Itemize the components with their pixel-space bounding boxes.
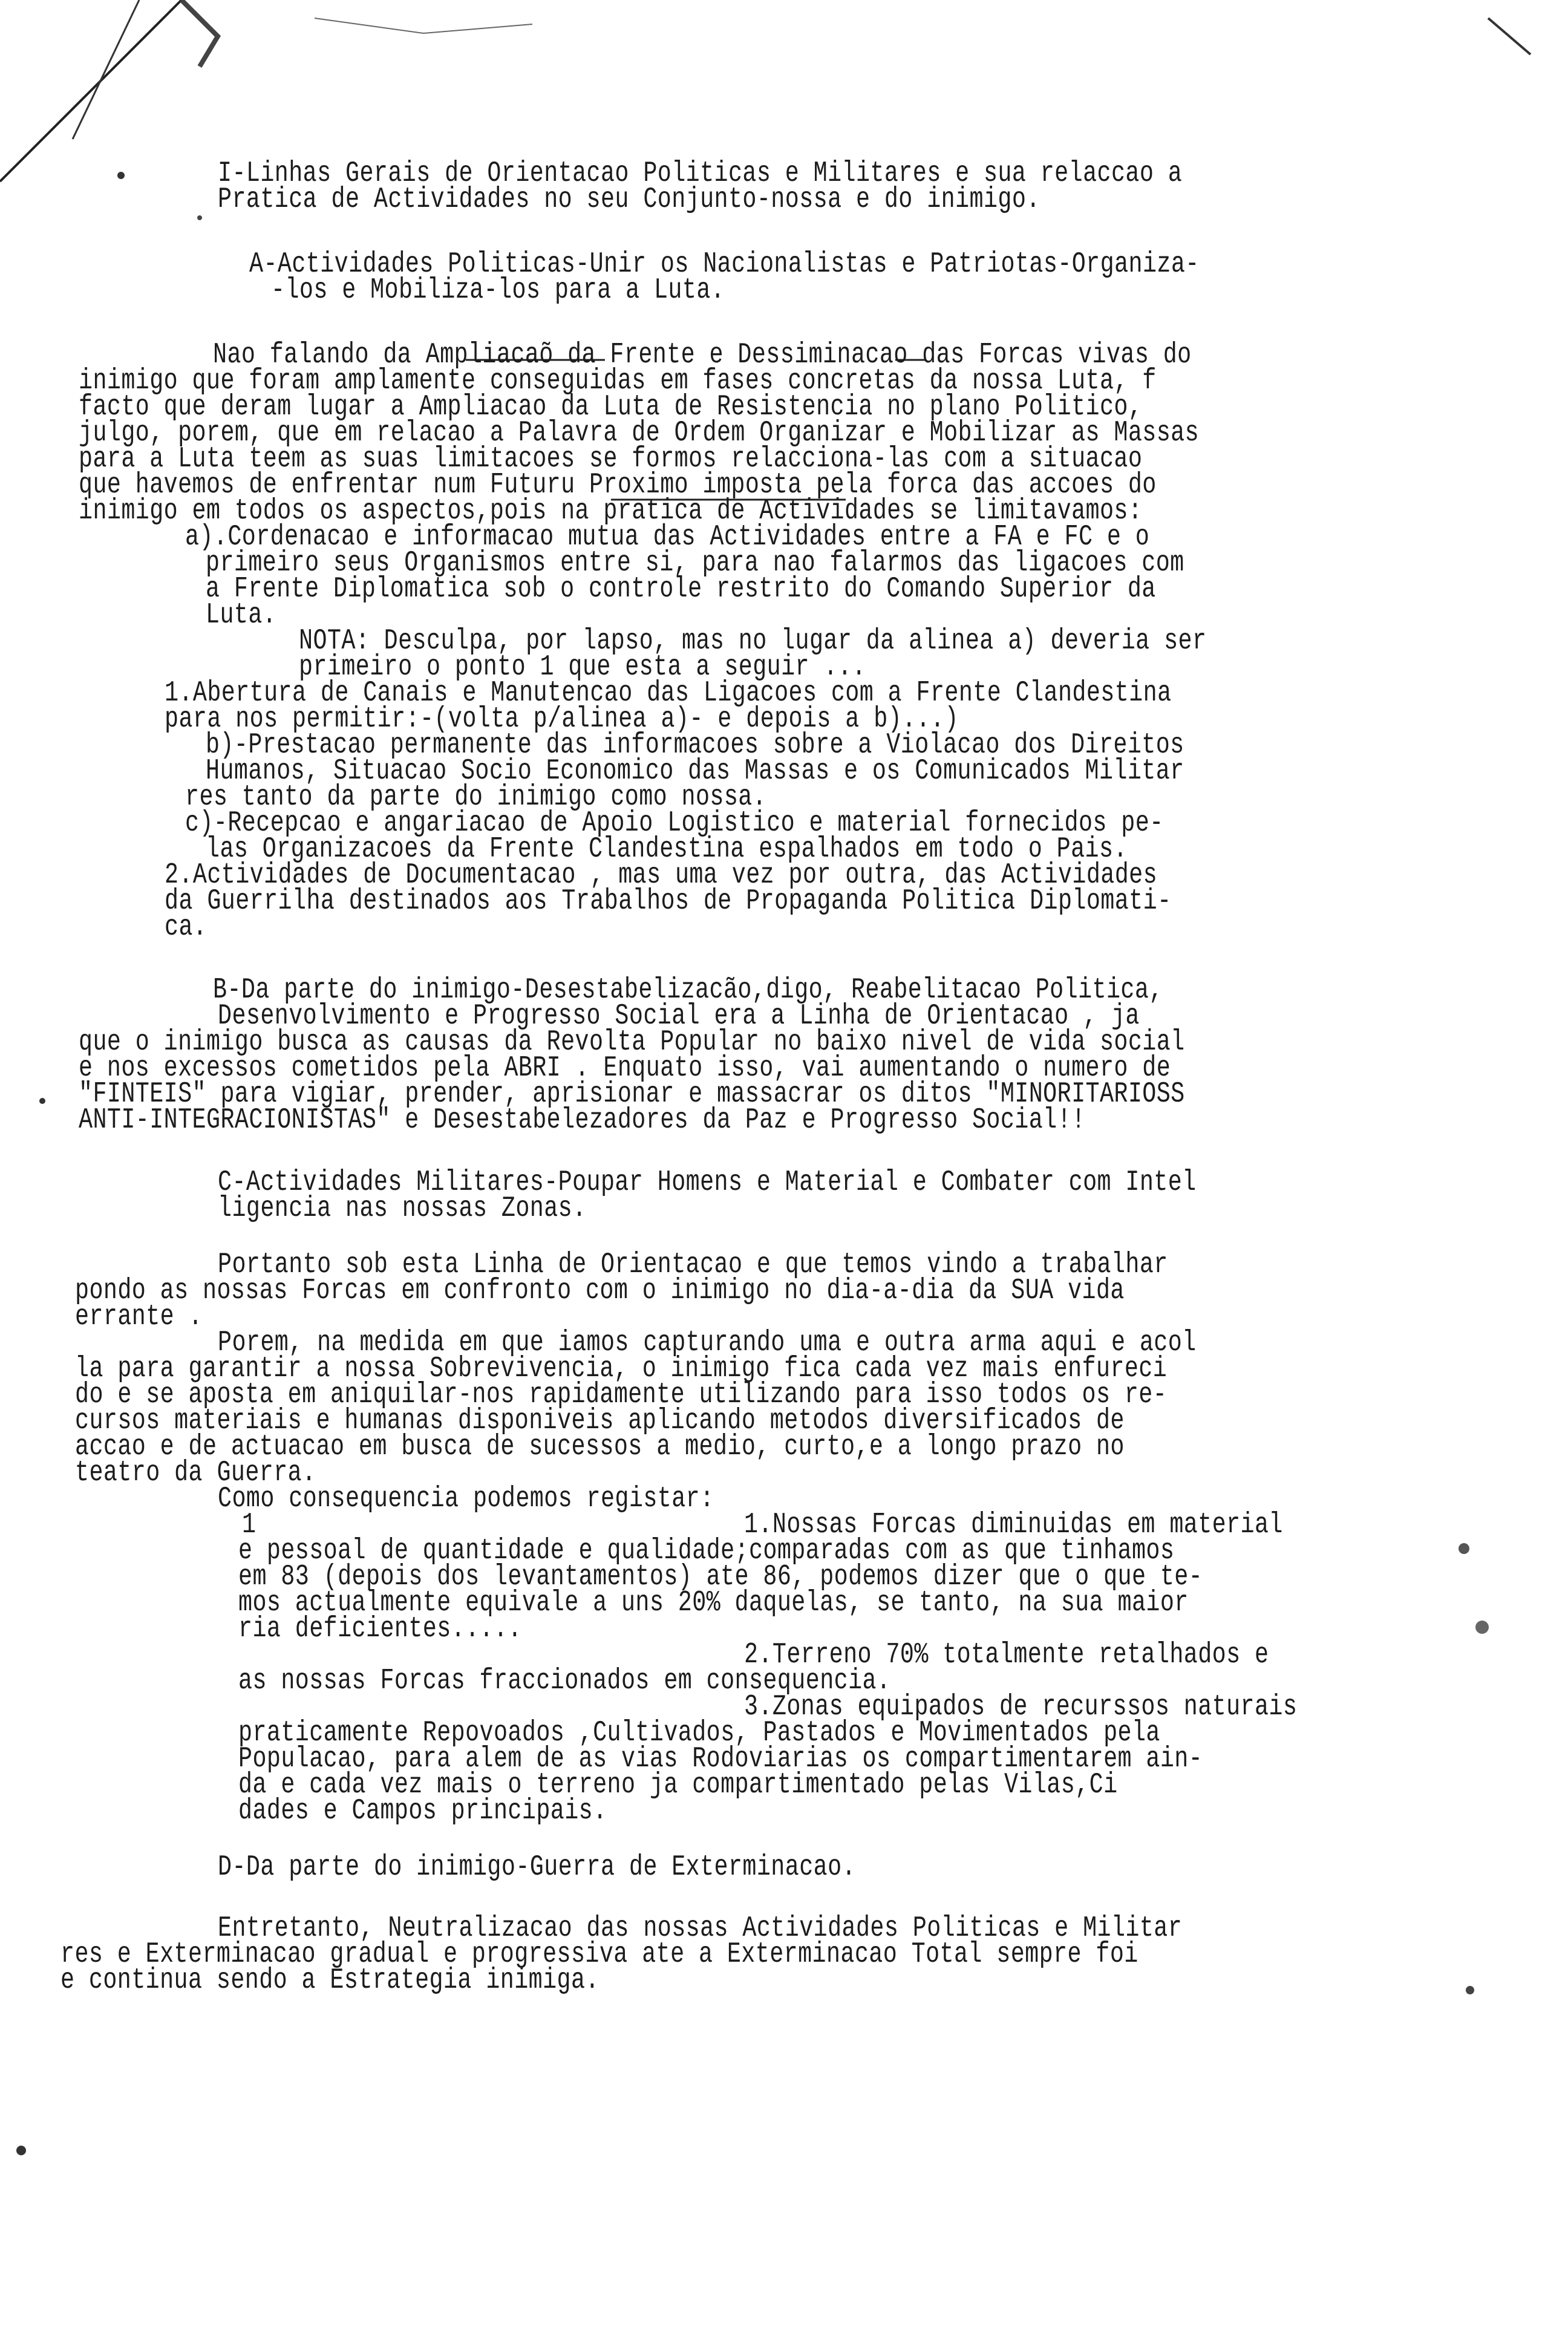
paragraph-line: Porem, na medida em que iamos capturando uma e outra arma aqui e acol bbox=[218, 1327, 1197, 1359]
paragraph-line: accao e de actuacao em busca de sucessos a medio, curto,e a longo prazo no bbox=[75, 1431, 1125, 1463]
section-a-title: -los e Mobiliza-los para a Luta. bbox=[271, 274, 725, 307]
section-b-line: B-Da parte do inimigo-Desestabelizacão,digo, Reabelitacao Politica, bbox=[213, 974, 1163, 1007]
section-d-title: D-Da parte do inimigo-Guerra de Exterminacao. bbox=[218, 1851, 856, 1884]
consequence-item-2: as nossas Forcas fraccionados em consequencia. bbox=[238, 1665, 891, 1697]
consequence-item-1: ria deficientes..... bbox=[238, 1613, 522, 1645]
margin-mark: 1 bbox=[242, 1509, 256, 1541]
consequence-item-3: dades e Campos principais. bbox=[238, 1795, 607, 1827]
list-item-2: da Guerrilha destinados aos Trabalhos de Propaganda Politica Diplomati- bbox=[165, 885, 1172, 918]
note-line: NOTA: Desculpa, por lapso, mas no lugar da alinea a) deveria ser bbox=[299, 625, 1207, 658]
consequence-item-3: Populacao, para alem de as vias Rodoviarias os compartimentarem ain- bbox=[238, 1743, 1203, 1775]
list-item-c: las Organizacoes da Frente Clandestina espalhados em todo o Pais. bbox=[206, 833, 1128, 866]
consequence-item-1: e pessoal de quantidade e qualidade;comparadas com as que tinhamos bbox=[238, 1535, 1175, 1567]
list-item-a: a Frente Diplomatica sob o controle restrito do Comando Superior da bbox=[206, 573, 1156, 606]
section-a-title: A-Actividades Politicas-Unir os Nacionalistas e Patriotas-Organiza- bbox=[249, 248, 1200, 281]
paragraph-line: que havemos de enfrentar num Futuru Proximo imposta pela forca das accoes do bbox=[79, 469, 1157, 501]
consequence-item-1: 1.Nossas Forcas diminuidas em material bbox=[744, 1509, 1283, 1541]
section-b-line: Desenvolvimento e Progresso Social era a Linha de Orientacao , ja bbox=[218, 1000, 1140, 1033]
paragraph-line: pondo as nossas Forcas em confronto com o inimigo no dia-a-dia da SUA vida bbox=[75, 1275, 1125, 1307]
consequence-item-3: da e cada vez mais o terreno ja compartimentado pelas Vilas,Ci bbox=[238, 1769, 1118, 1801]
paragraph-line: Portanto sob esta Linha de Orientacao e que temos vindo a trabalhar bbox=[218, 1249, 1168, 1281]
closing-line: Entretanto, Neutralizacao das nossas Actividades Politicas e Militar bbox=[218, 1912, 1183, 1945]
paragraph-line: facto que deram lugar a Ampliacao da Luta de Resistencia no plano Politico, bbox=[79, 391, 1143, 423]
paragraph-line: la para garantir a nossa Sobrevivencia, o inimigo fica cada vez mais enfureci bbox=[75, 1353, 1168, 1385]
list-item-b: Humanos, Situacao Socio Economico das Massas e os Comunicados Militar bbox=[206, 755, 1184, 788]
section-c-title: C-Actividades Militares-Poupar Homens e Material e Combater com Intel bbox=[218, 1166, 1197, 1199]
list-item-a: primeiro seus Organismos entre si, para nao falarmos das ligacoes com bbox=[206, 547, 1184, 580]
consequences-intro: Como consequencia podemos registar: bbox=[218, 1483, 714, 1515]
paragraph-line: para a Luta teem as suas limitacoes se formos relacciona-las com a situacao bbox=[79, 443, 1143, 475]
heading-line: Pratica de Actividades no seu Conjunto-nossa e do inimigo. bbox=[218, 183, 1040, 216]
list-item-1: para nos permitir:-(volta p/alinea a)- e depois a b)...) bbox=[165, 703, 959, 736]
list-item-1: 1.Abertura de Canais e Manutencao das Ligacoes com a Frente Clandestina bbox=[165, 677, 1172, 710]
consequence-item-1: em 83 (depois dos levantamentos) ate 86, podemos dizer que o que te- bbox=[238, 1561, 1203, 1593]
paragraph-line: Nao falando da Ampliacaõ da Frente e Dessiminacao das Forcas vivas do bbox=[213, 339, 1192, 371]
paragraph-line: inimigo em todos os aspectos,pois na pratica de Actividades se limitavamos: bbox=[79, 495, 1143, 527]
list-item-b: res tanto da parte do inimigo como nossa. bbox=[185, 781, 767, 814]
paragraph-line: errante . bbox=[75, 1301, 203, 1333]
consequence-item-3: 3.Zonas equipados de recurssos naturais bbox=[744, 1691, 1298, 1723]
list-item-a: a).Cordenacao e informacao mutua das Actividades entre a FA e FC e o bbox=[185, 521, 1150, 553]
paragraph-line: julgo, porem, que em relacao a Palavra de Ordem Organizar e Mobilizar as Massas bbox=[79, 417, 1200, 449]
consequence-item-1: mos actualmente equivale a uns 20% daquelas, se tanto, na sua maior bbox=[238, 1587, 1189, 1619]
heading-line: I-Linhas Gerais de Orientacao Politicas e Militares e sua relaccao a bbox=[218, 157, 1183, 190]
note-line: primeiro o ponto 1 que esta a seguir ... bbox=[299, 651, 866, 684]
paragraph-line: teatro da Guerra. bbox=[75, 1457, 316, 1489]
section-b-line: ANTI-INTEGRACIONISTAS" e Desestabelezadores da Paz e Progresso Social!! bbox=[79, 1104, 1086, 1137]
closing-line: res e Exterminacao gradual e progressiva ate a Exterminacao Total sempre foi bbox=[60, 1938, 1138, 1971]
list-item-2: 2.Actividades de Documentacao , mas uma vez por outra, das Actividades bbox=[165, 859, 1158, 892]
list-item-a: Luta. bbox=[206, 599, 277, 632]
closing-line: e continua sendo a Estrategia inimiga. bbox=[60, 1964, 599, 1997]
paragraph-line: do e se aposta em aniquilar-nos rapidamente utilizando para isso todos os re- bbox=[75, 1379, 1168, 1411]
list-item-c: c)-Recepcao e angariacao de Apoio Logistico e material fornecidos pe- bbox=[185, 807, 1164, 840]
paragraph-line: inimigo que foram amplamente conseguidas em fases concretas da nossa Luta, f bbox=[79, 365, 1157, 397]
consequence-item-2: 2.Terreno 70% totalmente retalhados e bbox=[744, 1639, 1269, 1671]
section-b-line: e nos excessos cometidos pela ABRI . Enquato isso, vai aumentando o numero de bbox=[79, 1052, 1171, 1085]
section-b-line: que o inimigo busca as causas da Revolta Popular no baixo nivel de vida social bbox=[79, 1026, 1185, 1059]
list-item-b: b)-Prestacao permanente das informacoes sobre a Violacao dos Direitos bbox=[206, 729, 1184, 762]
consequence-item-3: praticamente Repovoados ,Cultivados, Pastados e Movimentados pela bbox=[238, 1717, 1160, 1749]
paragraph-line: cursos materiais e humanas disponiveis aplicando metodos diversificados de bbox=[75, 1405, 1125, 1437]
section-b-line: "FINTEIS" para vigiar, prender, aprisionar e massacrar os ditos "MINORITARIOSS bbox=[79, 1078, 1185, 1111]
section-c-title: ligencia nas nossas Zonas. bbox=[218, 1192, 587, 1225]
list-item-2: ca. bbox=[165, 911, 207, 944]
